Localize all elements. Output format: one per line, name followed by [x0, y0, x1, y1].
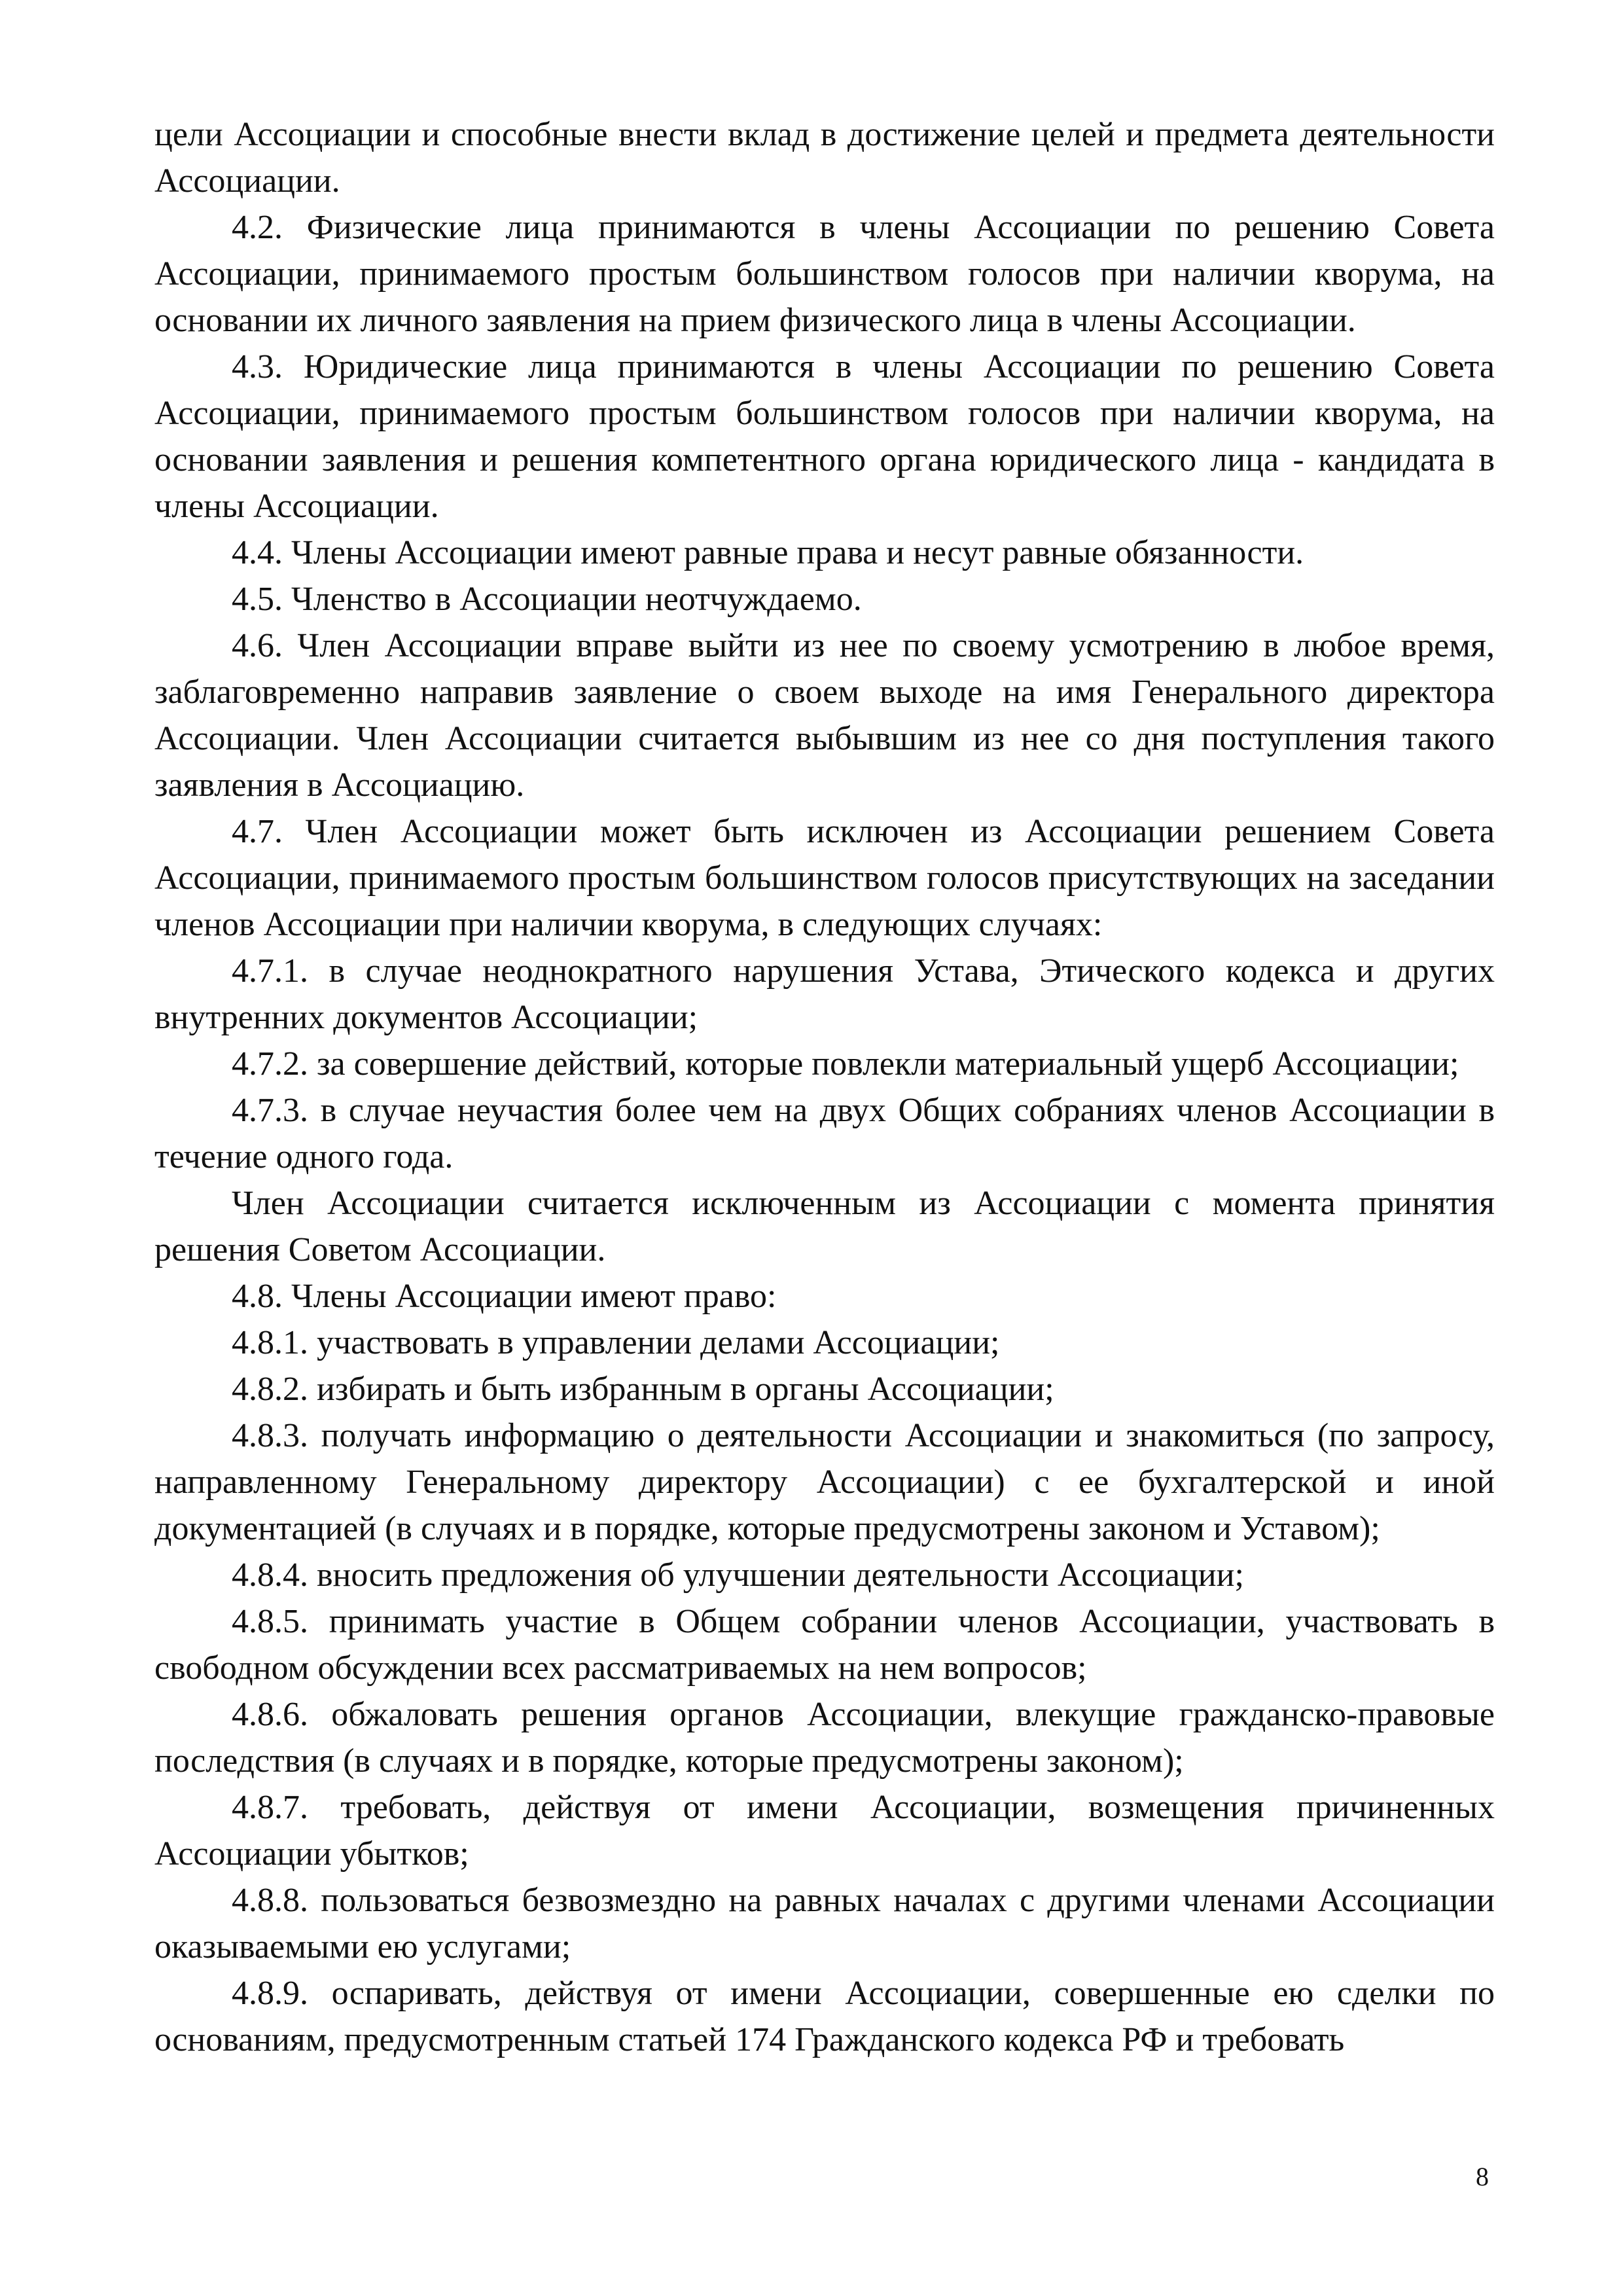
paragraph: 4.8.5. принимать участие в Общем собрании членов Ассоциации, участвовать в свободном обсуждении всех рассматриваемых на нем вопросов; — [154, 1603, 1495, 1687]
paragraph: 4.7.2. за совершение действий, которые повлекли материальный ущерб Ассоциации; — [232, 1045, 1459, 1083]
paragraph: 4.2. Физические лица принимаются в члены Ассоциации по решению Совета Ассоциации, принимаемого простым большинством голосов при наличии кворума, на основании их личного заявления на прием физического лица в члены Ассоциации. — [154, 209, 1495, 339]
paragraph: 4.4. Члены Ассоциации имеют равные права и несут равные обязанности. — [232, 534, 1304, 571]
paragraph: 4.5. Членство в Ассоциации неотчуждаемо. — [232, 581, 862, 618]
paragraph: 4.8. Члены Ассоциации имеют право: — [232, 1278, 777, 1315]
paragraph: цели Ассоциации и способные внести вклад в достижение целей и предмета деятельности Ассоциации. — [154, 116, 1495, 200]
paragraph: 4.7. Член Ассоциации может быть исключен из Ассоциации решением Совета Ассоциации, принимаемого простым большинством голосов присутствующих на заседании членов Ассоциации при наличии кворума, в следующих случаях: — [154, 813, 1495, 943]
paragraph: 4.6. Член Ассоциации вправе выйти из нее по своему усмотрению в любое время, заблаговременно направив заявление о своем выходе на имя Генерального директора Ассоциации. Член Ассоциации считается выбывшим из нее со дня поступления такого заявления в Ассоциацию. — [154, 627, 1495, 804]
paragraph: 4.8.6. обжаловать решения органов Ассоциации, влекущие гражданско-правовые последствия (в случаях и в порядке, которые предусмотрены законом); — [154, 1696, 1495, 1780]
paragraph: 4.3. Юридические лица принимаются в члены Ассоциации по решению Совета Ассоциации, принимаемого простым большинством голосов при наличии кворума, на основании заявления и решения компетентного органа юридического лица - кандидата в члены Ассоциации. — [154, 348, 1495, 525]
paragraph: 4.8.9. оспаривать, действуя от имени Ассоциации, совершенные ею сделки по основаниям, предусмотренным статьей 174 Гражданского кодекса РФ и требовать — [154, 1975, 1495, 2058]
paragraph: Член Ассоциации считается исключенным из Ассоциации с момента принятия решения Советом Ассоциации. — [154, 1185, 1495, 1268]
paragraph: 4.7.3. в случае неучастия более чем на двух Общих собраниях членов Ассоциации в течение одного года. — [154, 1092, 1495, 1175]
paragraph: 4.8.2. избирать и быть избранным в органы Ассоциации; — [232, 1371, 1054, 1408]
paragraph: 4.8.7. требовать, действуя от имени Ассоциации, возмещения причиненных Ассоциации убытков; — [154, 1789, 1495, 1873]
paragraph: 4.8.1. участвовать в управлении делами Ассоциации; — [232, 1324, 1000, 1361]
paragraph: 4.8.8. пользоваться безвозмездно на равных началах с другими членами Ассоциации оказываемыми ею услугами; — [154, 1882, 1495, 1965]
page-number: 8 — [1476, 2162, 1489, 2191]
paragraph: 4.7.1. в случае неоднократного нарушения Устава, Этического кодекса и других внутренних документов Ассоциации; — [154, 952, 1495, 1036]
paragraph: 4.8.3. получать информацию о деятельности Ассоциации и знакомиться (по запросу, направленному Генеральному директору Ассоциации) с ее бухгалтерской и иной документацией (в случаях и в порядке, которые предусмотрены законом и Уставом); — [154, 1417, 1495, 1547]
paragraph: 4.8.4. вносить предложения об улучшении деятельности Ассоциации; — [232, 1556, 1244, 1594]
document-body — [154, 111, 1495, 2063]
